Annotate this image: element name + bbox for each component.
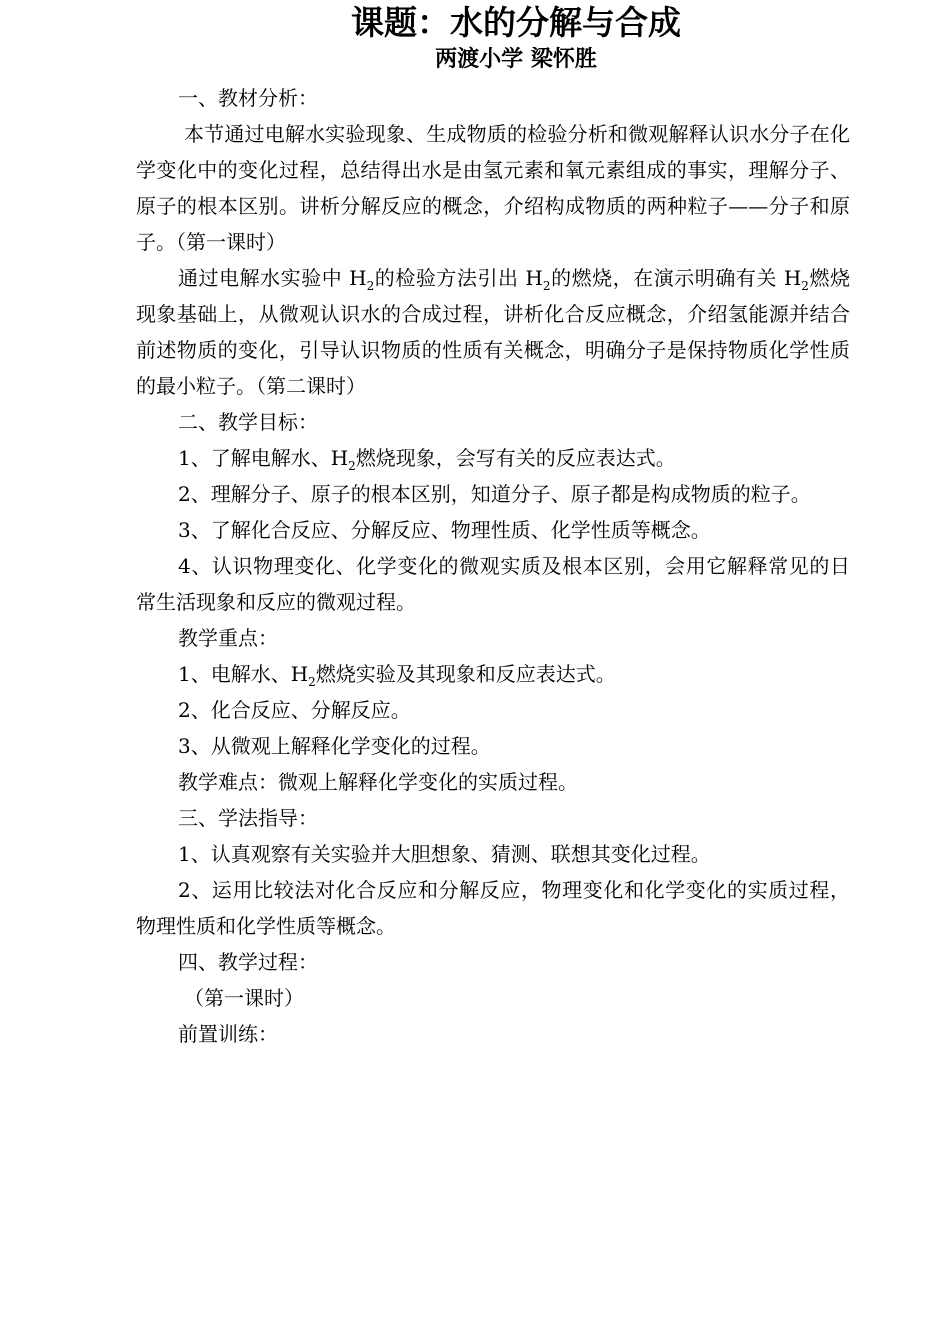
key-point-item-1: [136, 656, 850, 692]
section-heading-study-method: 三、学法指导：: [178, 806, 318, 830]
key-points-heading: 教学重点：: [178, 626, 278, 650]
difficulty-line: 教学难点：微观上解释化学变化的实质过程。: [178, 770, 578, 794]
document-title: 课题：水的分解与合成: [351, 3, 681, 42]
method-item-2: 2、运用比较法对化合反应和分解反应，物理变化和化学变化的实质过程，物理性质和化学性质等概念。: [136, 878, 850, 938]
section-heading-teaching-goals: 二、教学目标：: [178, 410, 318, 434]
lesson-label: （第一课时）: [184, 986, 304, 1010]
text-run: 的检验方法引出 H: [374, 266, 543, 290]
goal-item-1: [136, 440, 850, 476]
goal-item-4: 4、认识物理变化、化学变化的微观实质及根本区别，会用它解释常见的日常生活现象和反应的微观过程。: [136, 554, 850, 614]
subscript: 2: [308, 675, 316, 689]
method-item-1: 1、认真观察有关实验并大胆想象、猜测、联想其变化过程。: [178, 842, 711, 866]
text-run: 1、了解电解水、H: [178, 446, 349, 470]
section-heading-teaching-process: 四、教学过程：: [178, 950, 318, 974]
paragraph-lesson-two: [136, 260, 850, 404]
text-run: 燃烧现象，会写有关的反应表达式。: [355, 446, 676, 470]
pre-training-label: 前置训练：: [178, 1022, 278, 1046]
paragraph-lesson-one: 本节通过电解水实验现象、生成物质的检验分析和微观解释认识水分子在化学变化中的变化过程，总结得出水是由氢元素和氧元素组成的事实，理解分子、原子的根本区别。讲析分解反应的概念，介绍构成物质的两种粒子——分子和原子。（第一课时）: [136, 122, 850, 254]
text-run: 1、电解水、H: [178, 662, 309, 686]
subscript: 2: [801, 279, 809, 293]
section-heading-material-analysis: 一、教材分析：: [178, 86, 318, 110]
key-point-item-3: 3、从微观上解释化学变化的过程。: [178, 734, 491, 758]
text-run: 燃烧实验及其现象和反应表达式。: [315, 662, 616, 686]
key-point-item-2: 2、化合反应、分解反应。: [178, 698, 411, 722]
subscript: 2: [542, 279, 551, 293]
goal-item-2: 2、理解分子、原子的根本区别，知道分子、原子都是构成物质的粒子。: [178, 482, 811, 506]
text-run: 通过电解水实验中 H: [178, 266, 367, 290]
goal-item-3: 3、了解化合反应、分解反应、物理性质、化学性质等概念。: [178, 518, 711, 542]
text-run: 燃烧现象基础上，从微观认识水的合成过程，讲析化合反应概念，介绍氢能源并结合前述物质的变化，引导认识物质的性质有关概念，明确分子是保持物质化学性质的最小粒子。（第二课时）: [136, 266, 850, 398]
text-run: 的燃烧，在演示明确有关 H: [550, 266, 802, 290]
subscript: 2: [348, 459, 356, 473]
subscript: 2: [366, 279, 375, 293]
document-body: [136, 80, 850, 1052]
document-author: 两渡小学 梁怀胜: [435, 47, 597, 72]
